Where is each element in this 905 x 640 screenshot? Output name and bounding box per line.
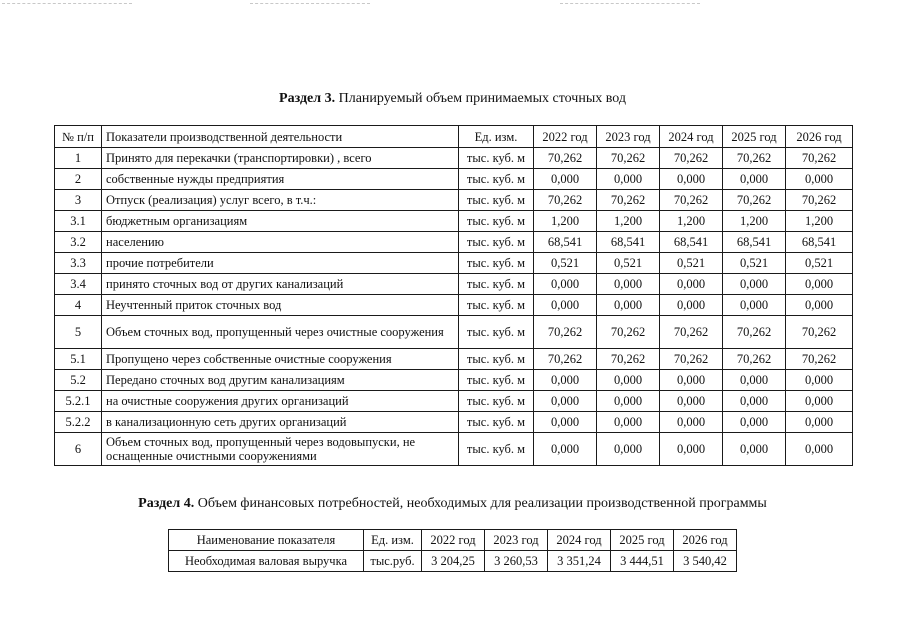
row-value: 3 444,51: [611, 551, 674, 572]
table-header-row: [169, 530, 737, 551]
row-unit: тыс. куб. м: [459, 148, 534, 169]
row-value: 0,000: [786, 295, 853, 316]
row-unit: тыс. куб. м: [459, 169, 534, 190]
row-value: 0,000: [597, 295, 660, 316]
table-row: [55, 370, 853, 391]
row-value: 70,262: [597, 316, 660, 349]
row-value: 0,000: [660, 370, 723, 391]
row-indicator: Пропущено через собственные очистные сооружения: [102, 349, 459, 370]
section-4-title: Объем финансовых потребностей, необходимых для реализации производственной программы: [194, 496, 767, 511]
row-value: 70,262: [723, 190, 786, 211]
row-value: 0,000: [723, 274, 786, 295]
row-indicator: принято сточных вод от других канализаций: [102, 274, 459, 295]
table-row: [55, 349, 853, 370]
header-indicator: Показатели производственной деятельности: [102, 126, 459, 148]
row-value: 0,000: [723, 433, 786, 466]
row-value: 0,000: [660, 169, 723, 190]
row-value: 0,000: [597, 433, 660, 466]
row-value: 70,262: [660, 349, 723, 370]
row-indicator: Неучтенный приток сточных вод: [102, 295, 459, 316]
row-value: 68,541: [597, 232, 660, 253]
row-value: 70,262: [597, 190, 660, 211]
row-number: 6: [55, 433, 102, 466]
row-number: 3.1: [55, 211, 102, 232]
row-number: 5.2.2: [55, 412, 102, 433]
row-unit: тыс. куб. м: [459, 232, 534, 253]
header-year-2026: 2026 год: [674, 530, 737, 551]
header-year-2023: 2023 год: [597, 126, 660, 148]
table-row: [55, 232, 853, 253]
row-indicator-name: Необходимая валовая выручка: [169, 551, 364, 572]
row-value: 1,200: [786, 211, 853, 232]
header-year-2022: 2022 год: [534, 126, 597, 148]
row-value: 0,000: [597, 169, 660, 190]
row-value: 0,000: [597, 391, 660, 412]
row-number: 3.3: [55, 253, 102, 274]
table-row: [55, 169, 853, 190]
row-value: 70,262: [534, 316, 597, 349]
table-row: [55, 148, 853, 169]
row-number: 1: [55, 148, 102, 169]
table-row: [55, 211, 853, 232]
scan-artifact-line: [2, 3, 132, 4]
row-value: 0,000: [597, 412, 660, 433]
row-value: 0,521: [660, 253, 723, 274]
row-value: 70,262: [786, 349, 853, 370]
row-value: 0,521: [534, 253, 597, 274]
row-value: 0,000: [786, 391, 853, 412]
header-year-2022: 2022 год: [422, 530, 485, 551]
row-indicator: населению: [102, 232, 459, 253]
section-3-heading: [0, 91, 905, 107]
wastewater-volume-table: [54, 125, 853, 466]
row-unit: тыс. куб. м: [459, 391, 534, 412]
row-value: 0,000: [534, 295, 597, 316]
row-value: 70,262: [660, 316, 723, 349]
financial-needs-table: [168, 529, 737, 572]
row-number: 5.2: [55, 370, 102, 391]
row-indicator: Принято для перекачки (транспортировки) , всего: [102, 148, 459, 169]
header-year-2025: 2025 год: [611, 530, 674, 551]
row-value: 70,262: [534, 190, 597, 211]
row-indicator: Отпуск (реализация) услуг всего, в т.ч.:: [102, 190, 459, 211]
row-unit: тыс. куб. м: [459, 190, 534, 211]
row-value: 0,000: [723, 391, 786, 412]
row-value: 0,000: [597, 274, 660, 295]
table-row: [55, 316, 853, 349]
header-unit: Ед. изм.: [459, 126, 534, 148]
row-indicator: Передано сточных вод другим канализациям: [102, 370, 459, 391]
row-number: 3.4: [55, 274, 102, 295]
section-4-heading: [0, 496, 905, 512]
table-row: [55, 412, 853, 433]
row-unit: тыс.руб.: [364, 551, 422, 572]
row-indicator: Объем сточных вод, пропущенный через водовыпуски, не оснащенные очистными сооружениями: [102, 433, 459, 466]
row-value: 0,000: [786, 169, 853, 190]
row-number: 3: [55, 190, 102, 211]
header-year-2023: 2023 год: [485, 530, 548, 551]
row-value: 70,262: [723, 148, 786, 169]
header-year-2024: 2024 год: [548, 530, 611, 551]
row-value: 1,200: [534, 211, 597, 232]
row-value: 0,000: [597, 370, 660, 391]
table-row: [55, 295, 853, 316]
row-value: 68,541: [660, 232, 723, 253]
table-row: [169, 551, 737, 572]
row-value: 0,000: [534, 391, 597, 412]
row-value: 70,262: [597, 148, 660, 169]
row-unit: тыс. куб. м: [459, 295, 534, 316]
table-row: [55, 433, 853, 466]
row-value: 3 540,42: [674, 551, 737, 572]
row-value: 70,262: [786, 316, 853, 349]
row-value: 0,000: [723, 370, 786, 391]
row-value: 0,000: [534, 274, 597, 295]
row-value: 0,000: [786, 274, 853, 295]
row-number: 4: [55, 295, 102, 316]
row-unit: тыс. куб. м: [459, 349, 534, 370]
row-value: 70,262: [534, 148, 597, 169]
table-row: [55, 274, 853, 295]
row-value: 70,262: [723, 316, 786, 349]
row-value: 70,262: [723, 349, 786, 370]
row-unit: тыс. куб. м: [459, 316, 534, 349]
row-value: 70,262: [534, 349, 597, 370]
row-value: 68,541: [786, 232, 853, 253]
row-value: 0,000: [723, 412, 786, 433]
row-indicator: Объем сточных вод, пропущенный через очистные сооружения: [102, 316, 459, 349]
row-value: 1,200: [660, 211, 723, 232]
row-value: 0,000: [723, 169, 786, 190]
row-number: 2: [55, 169, 102, 190]
row-indicator: собственные нужды предприятия: [102, 169, 459, 190]
header-year-2026: 2026 год: [786, 126, 853, 148]
row-value: 3 204,25: [422, 551, 485, 572]
row-number: 5: [55, 316, 102, 349]
row-number: 5.2.1: [55, 391, 102, 412]
scan-artifact-line: [250, 3, 370, 4]
row-value: 70,262: [660, 148, 723, 169]
section-4-prefix: Раздел 4.: [138, 496, 195, 511]
row-unit: тыс. куб. м: [459, 370, 534, 391]
section-3-prefix: Раздел 3.: [279, 91, 336, 106]
row-value: 0,000: [660, 295, 723, 316]
row-indicator: в канализационную сеть других организаций: [102, 412, 459, 433]
row-value: 70,262: [660, 190, 723, 211]
row-value: 0,000: [534, 412, 597, 433]
header-num: № п/п: [55, 126, 102, 148]
table-row: [55, 253, 853, 274]
row-value: 0,521: [786, 253, 853, 274]
row-value: 1,200: [723, 211, 786, 232]
table-row: [55, 190, 853, 211]
header-year-2025: 2025 год: [723, 126, 786, 148]
row-value: 0,000: [786, 370, 853, 391]
row-value: 0,000: [660, 391, 723, 412]
row-value: 70,262: [786, 148, 853, 169]
row-value: 0,000: [534, 370, 597, 391]
table-row: [55, 391, 853, 412]
row-value: 0,000: [660, 412, 723, 433]
row-value: 1,200: [597, 211, 660, 232]
header-year-2024: 2024 год: [660, 126, 723, 148]
row-value: 0,000: [534, 169, 597, 190]
header-unit: Ед. изм.: [364, 530, 422, 551]
header-indicator-name: Наименование показателя: [169, 530, 364, 551]
row-indicator: прочие потребители: [102, 253, 459, 274]
row-value: 0,000: [786, 433, 853, 466]
row-unit: тыс. куб. м: [459, 211, 534, 232]
scan-artifact-line: [560, 3, 700, 4]
row-value: 0,521: [723, 253, 786, 274]
table-header-row: [55, 126, 853, 148]
row-indicator: на очистные сооружения других организаций: [102, 391, 459, 412]
row-value: 0,000: [723, 295, 786, 316]
row-number: 3.2: [55, 232, 102, 253]
section-3-title: Планируемый объем принимаемых сточных вод: [335, 91, 626, 106]
row-indicator: бюджетным организациям: [102, 211, 459, 232]
row-unit: тыс. куб. м: [459, 253, 534, 274]
row-value: 68,541: [723, 232, 786, 253]
row-value: 70,262: [597, 349, 660, 370]
row-value: 0,521: [597, 253, 660, 274]
row-value: 0,000: [786, 412, 853, 433]
row-value: 70,262: [786, 190, 853, 211]
row-value: 0,000: [660, 274, 723, 295]
row-unit: тыс. куб. м: [459, 274, 534, 295]
row-unit: тыс. куб. м: [459, 433, 534, 466]
row-number: 5.1: [55, 349, 102, 370]
row-value: 0,000: [660, 433, 723, 466]
row-value: 3 260,53: [485, 551, 548, 572]
row-value: 68,541: [534, 232, 597, 253]
row-unit: тыс. куб. м: [459, 412, 534, 433]
row-value: 0,000: [534, 433, 597, 466]
row-value: 3 351,24: [548, 551, 611, 572]
